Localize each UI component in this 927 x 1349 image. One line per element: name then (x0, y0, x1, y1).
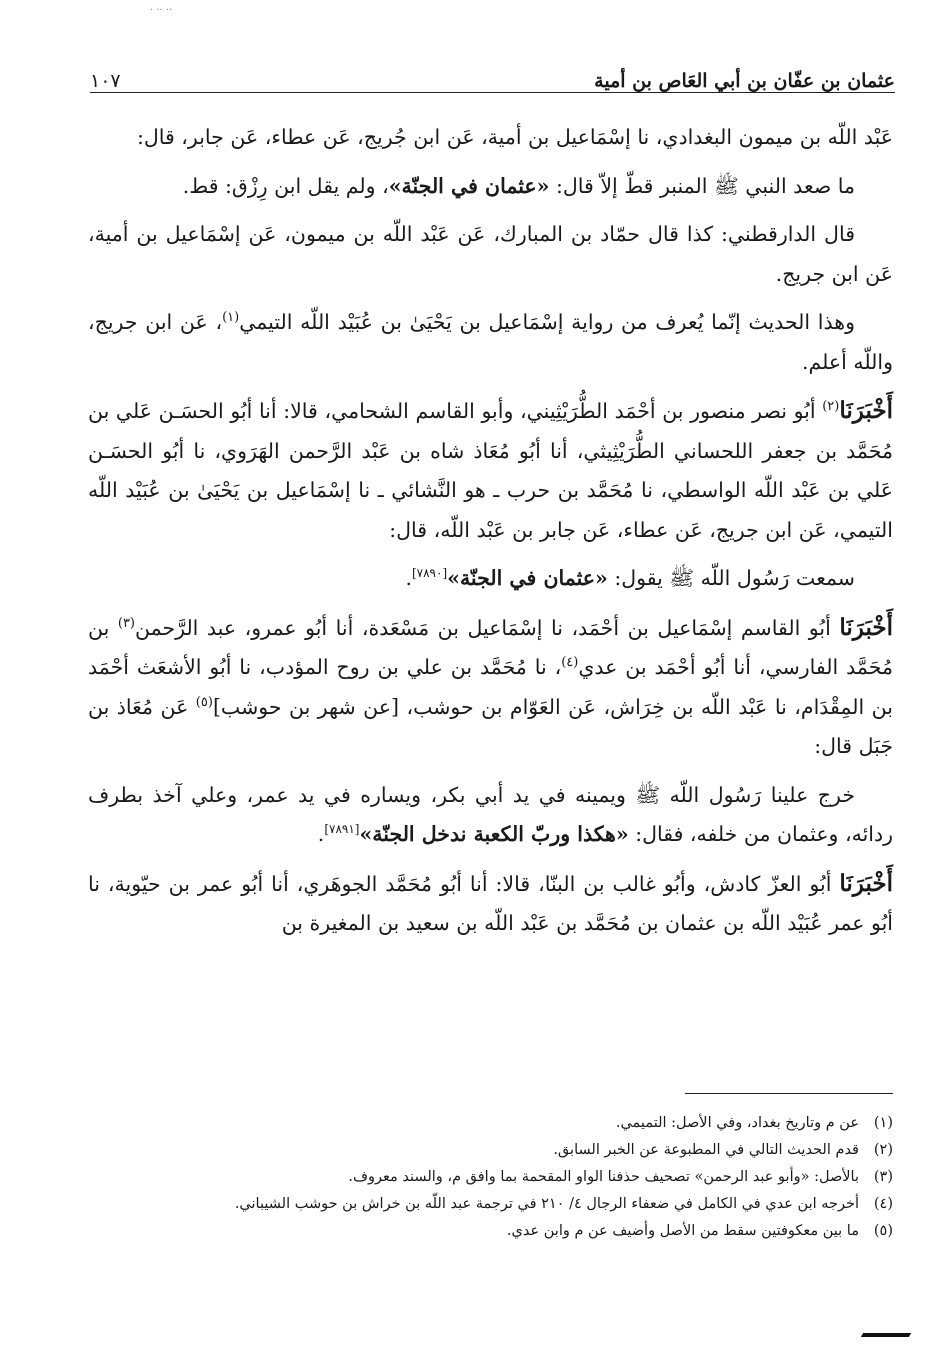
scan-speck: · ·· ·· (150, 5, 173, 16)
footnotes (88, 1110, 893, 1245)
text-run: . (405, 566, 412, 590)
main-text (88, 118, 893, 953)
hadith-quote: «هكذا وربّ الكعبة ندخل الجنّة» (359, 822, 629, 846)
footnote (88, 1110, 893, 1137)
paragraph (88, 864, 893, 944)
footnote-marker: (٣) (117, 615, 135, 631)
paragraph (88, 391, 893, 550)
text-run: . (317, 822, 325, 846)
chain-lead-word: أَخْبَرَنَا (839, 613, 894, 641)
footnote-number: (٤) (873, 1196, 893, 1212)
text-run: ، نا مُحَمَّد بن علي بن روح المؤدب، نا أبُو الأشعَث أحْمَد بن المِقْدَام، نا عَبْد اللّه بن خِرَاش، عَن العَوّام بن حوشب، [عن شهر بن حوشب] (88, 655, 893, 719)
hadith-quote: «عثمان في الجنّة» (388, 173, 550, 198)
footnote-marker: (٤) (561, 655, 579, 671)
footnote-number: (٢) (873, 1142, 893, 1158)
paragraph (88, 776, 893, 855)
running-header (90, 52, 895, 92)
text-run: خرج علينا رَسُول اللّه ﷺ ويمينه في يد أبي بكر، ويساره في يد عمر، وعلي آخذ بطرف ردائه، وعثمان من خلفه، فقال: (88, 782, 893, 846)
paragraph (88, 215, 893, 294)
header-title: عثمان بن عفّان بن أبي العَاص بن أمية (594, 70, 895, 92)
footnote-marker: (٢) (822, 399, 840, 415)
page-corner-mark (861, 1333, 911, 1337)
paragraph (88, 303, 893, 382)
footnote (88, 1218, 893, 1245)
hadith-number: [٧٨٩١] (324, 822, 360, 837)
footnote-marker: (٥) (195, 694, 213, 710)
text-run: بن مُحَمَّد الفارسي، أنا أبُو أحْمَد بن عدي (88, 615, 893, 679)
text-run: أبُو العزّ كادش، وأبُو غالب بن البنّا، قالا: أنا أبُو مُحَمَّد الجوهَري، أنا أبُو عمر بن حيّوية، نا أبُو عمر عُبَيْد اللّه بن عثمان بن مُحَمَّد بن عَبْد اللّه بن سعيد بن المغيرة بن (88, 871, 893, 935)
text-run: عَن مُعَاذ بن جَبَل قال: (88, 694, 893, 758)
paragraph (88, 118, 893, 158)
paragraph (88, 608, 893, 767)
text-run: وهذا الحديث إنّما يُعرف من رواية إسْمَاعيل بن يَحْيَىٰ بن عُبَيْد اللّه التيمي (239, 310, 855, 334)
text-run: أبُو نصر منصور بن أحْمَد الطُّرَيْثِيني، وأبو القاسم الشحامي، قالا: أنا أبُو الحسَـن عَلي بن مُحَمَّد بن جعفر اللحساني الطُّرَيْثِيثي، أنا أبُو مُعَاذ شاه بن عَبْد الرَّحمن الهَرَوي، نا أبُو الحسَـن عَلي بن عَبْد اللّه الواسطي، نا مُحَمَّد بن حرب ـ هو النَّشائي ـ نا إسْمَاعيل بن يَحْيَىٰ بن عُبَيْد اللّه التيمي، عَن ابن جريج، عَن عطاء، عَن جابر بن عَبْد اللّه، قال: (88, 399, 893, 542)
paragraph (88, 167, 893, 207)
footnote (88, 1191, 893, 1218)
footnote-text: عن م وتاريخ بغداد، وفي الأصل: التميمي. (615, 1115, 859, 1131)
text-run: قال الدارقطني: كذا قال حمّاد بن المبارك، عَن عَبْد اللّه بن ميمون، عَن إسْمَاعيل بن أمية، عَن ابن جريج. (88, 222, 893, 286)
footnote-text: قدم الحديث التالي في المطبوعة عن الخبر السابق. (553, 1142, 859, 1158)
header-rule (90, 92, 895, 93)
text-run: أبُو القاسم إسْمَاعيل بن أحْمَد، نا إسْمَاعيل بن مَسْعَدة، أنا أبُو عمرو، عبد الرَّحمن (135, 615, 840, 640)
text-run: ، ولم يقل ابن رِزْق: قط. (182, 173, 389, 198)
text-run: عَبْد اللّه بن ميمون البغدادي، نا إسْمَاعيل بن أمية، عَن ابن جُريج، عَن عطاء، عَن جابر، قال: (136, 125, 893, 149)
text-run: ما صعد النبي ﷺ المنبر قطّ إلاّ قال: (549, 173, 855, 198)
text-run: سمعت رَسُول اللّه ﷺ يقول: (607, 566, 855, 590)
footnote-number: (٥) (873, 1223, 893, 1239)
footnote-rule (685, 1093, 893, 1094)
footnote-marker: (١) (222, 310, 240, 326)
chain-lead-word: أَخْبَرَنَا (839, 869, 893, 897)
footnote (88, 1137, 893, 1164)
chain-lead-word: أَخْبَرَنَا (839, 397, 893, 424)
footnote-number: (٣) (873, 1169, 893, 1185)
footnote-text: أخرجه ابن عدي في الكامل في ضعفاء الرجال ٤/ ٢١٠ في ترجمة عبد اللّه بن خراش بن حوشب الشيباني. (234, 1196, 859, 1212)
footnote-text: ما بين معكوفتين سقط من الأصل وأضيف عن م وابن عدي. (506, 1223, 859, 1239)
footnote (88, 1164, 893, 1191)
page-number: ١٠٧ (90, 70, 121, 92)
text-run: ، عَن ابن جريج، واللّه أعلم. (88, 310, 893, 374)
hadith-number: [٧٨٩٠] (411, 566, 448, 581)
footnote-text: بالأصل: «وأبو عبد الرحمن» تصحيف حذفنا الواو المقحمة بما وافق م، والسند معروف. (348, 1169, 859, 1185)
hadith-quote: «عثمان في الجنّة» (447, 566, 608, 590)
footnote-number: (١) (873, 1115, 893, 1131)
paragraph (88, 559, 893, 599)
